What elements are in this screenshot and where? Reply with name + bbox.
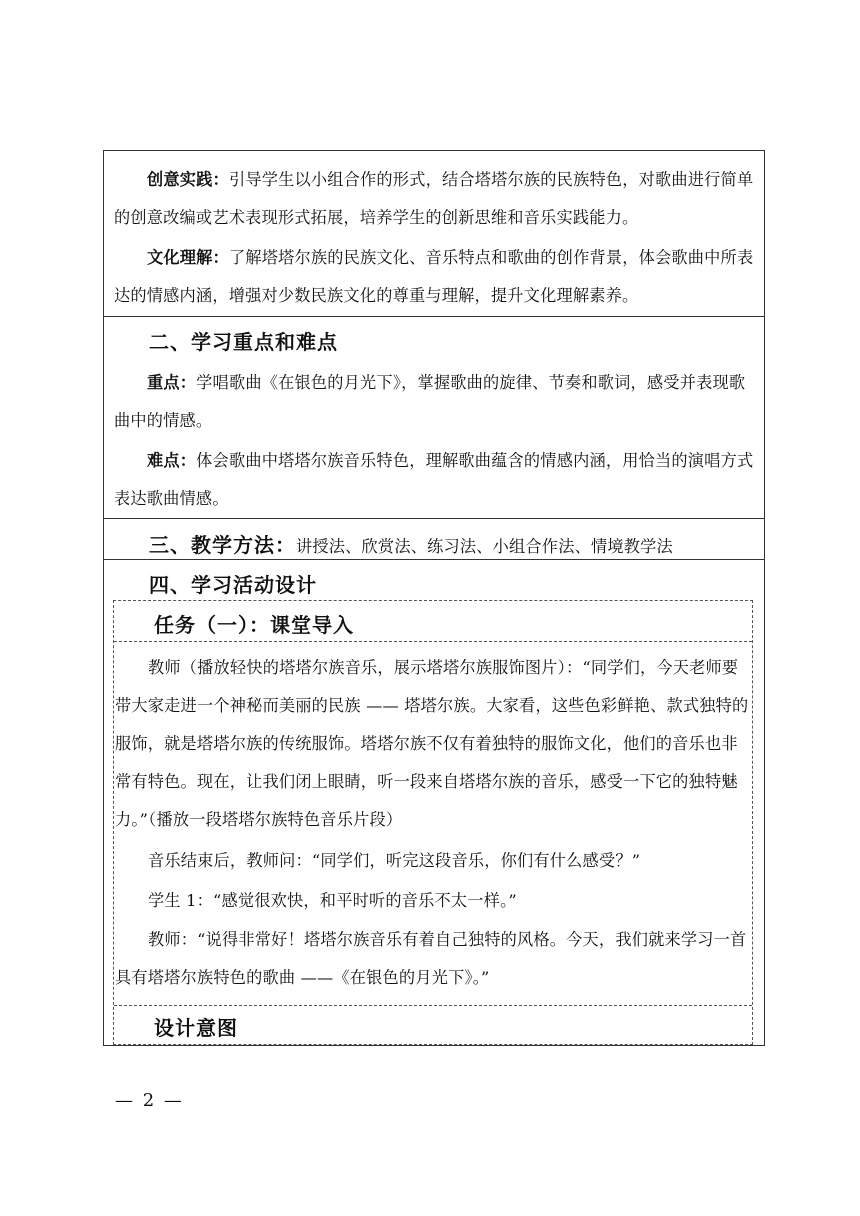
teacher-intro-paragraph: 教师（播放轻快的塔塔尔族音乐，展示塔塔尔族服饰图片）：“同学们，今天老师要带大家走进一个神秘而美丽的民族 —— 塔塔尔族。大家看，这些色彩鲜艳、款式独特的服饰，就是塔塔尔族的传统服饰。塔塔尔族不仅有着独特的服饰文化，他们的音乐也非常有特色。现在，让我们闭上眼睛，听一段来自塔塔尔族的音乐，感受一下它的独特魅力。”（播放一段塔塔尔族特色音乐片段） <box>115 658 749 829</box>
teacher-response-paragraph: 教师：“说得非常好！塔塔尔族音乐有着自己独特的风格。今天，我们就来学习一首具有塔塔尔族特色的歌曲 ——《在银色的月光下》。” <box>115 930 747 987</box>
section2-title: 二、学习重点和难点 <box>149 330 338 354</box>
key-point-label: 重点： <box>147 373 197 392</box>
row-divider <box>104 518 764 519</box>
page-number: — 2 — <box>115 1090 184 1111</box>
culture-understanding-paragraph <box>114 239 756 315</box>
task1-title: 任务（一）：课堂导入 <box>154 613 354 637</box>
section4-title: 四、学习活动设计 <box>149 573 317 597</box>
difficulty-paragraph <box>114 442 756 518</box>
teacher-question-paragraph: 音乐结束后，教师问：“同学们，听完这段音乐，你们有什么感受？” <box>148 851 641 870</box>
culture-understanding-text: 了解塔塔尔族的民族文化、音乐特点和歌曲的创作背景，体会歌曲中所表达的情感内涵，增强对少数民族文化的尊重与理解，提升文化理解素养。 <box>114 248 754 305</box>
design-intent-title: 设计意图 <box>154 1016 238 1040</box>
dashed-divider <box>114 641 752 642</box>
row-divider <box>104 559 764 560</box>
dashed-divider <box>114 1005 752 1006</box>
teaching-methods: 讲授法、欣赏法、练习法、小组合作法、情境教学法 <box>296 537 673 556</box>
row-divider <box>104 316 764 317</box>
student-answer-paragraph: 学生 1：“感觉很欢快，和平时听的音乐不太一样。” <box>148 891 517 910</box>
creative-practice-text: 引导学生以小组合作的形式，结合塔塔尔族的民族特色，对歌曲进行简单的创意改编或艺术表现形式拓展，培养学生的创新思维和音乐实践能力。 <box>114 170 754 227</box>
lesson-table <box>103 150 765 1046</box>
creative-practice-paragraph <box>114 161 756 237</box>
difficulty-text: 体会歌曲中塔塔尔族音乐特色，理解歌曲蕴含的情感内涵，用恰当的演唱方式表达歌曲情感。 <box>114 451 754 508</box>
activity-box <box>113 600 753 1045</box>
creative-practice-label: 创意实践： <box>147 170 229 189</box>
key-point-paragraph <box>114 364 756 440</box>
section3-title: 三、教学方法： <box>149 533 296 557</box>
section3-heading <box>149 529 673 558</box>
difficulty-label: 难点： <box>147 451 197 470</box>
key-point-text: 学唱歌曲《在银色的月光下》，掌握歌曲的旋律、节奏和歌词，感受并表现歌曲中的情感。 <box>114 373 746 430</box>
culture-understanding-label: 文化理解： <box>147 248 229 267</box>
